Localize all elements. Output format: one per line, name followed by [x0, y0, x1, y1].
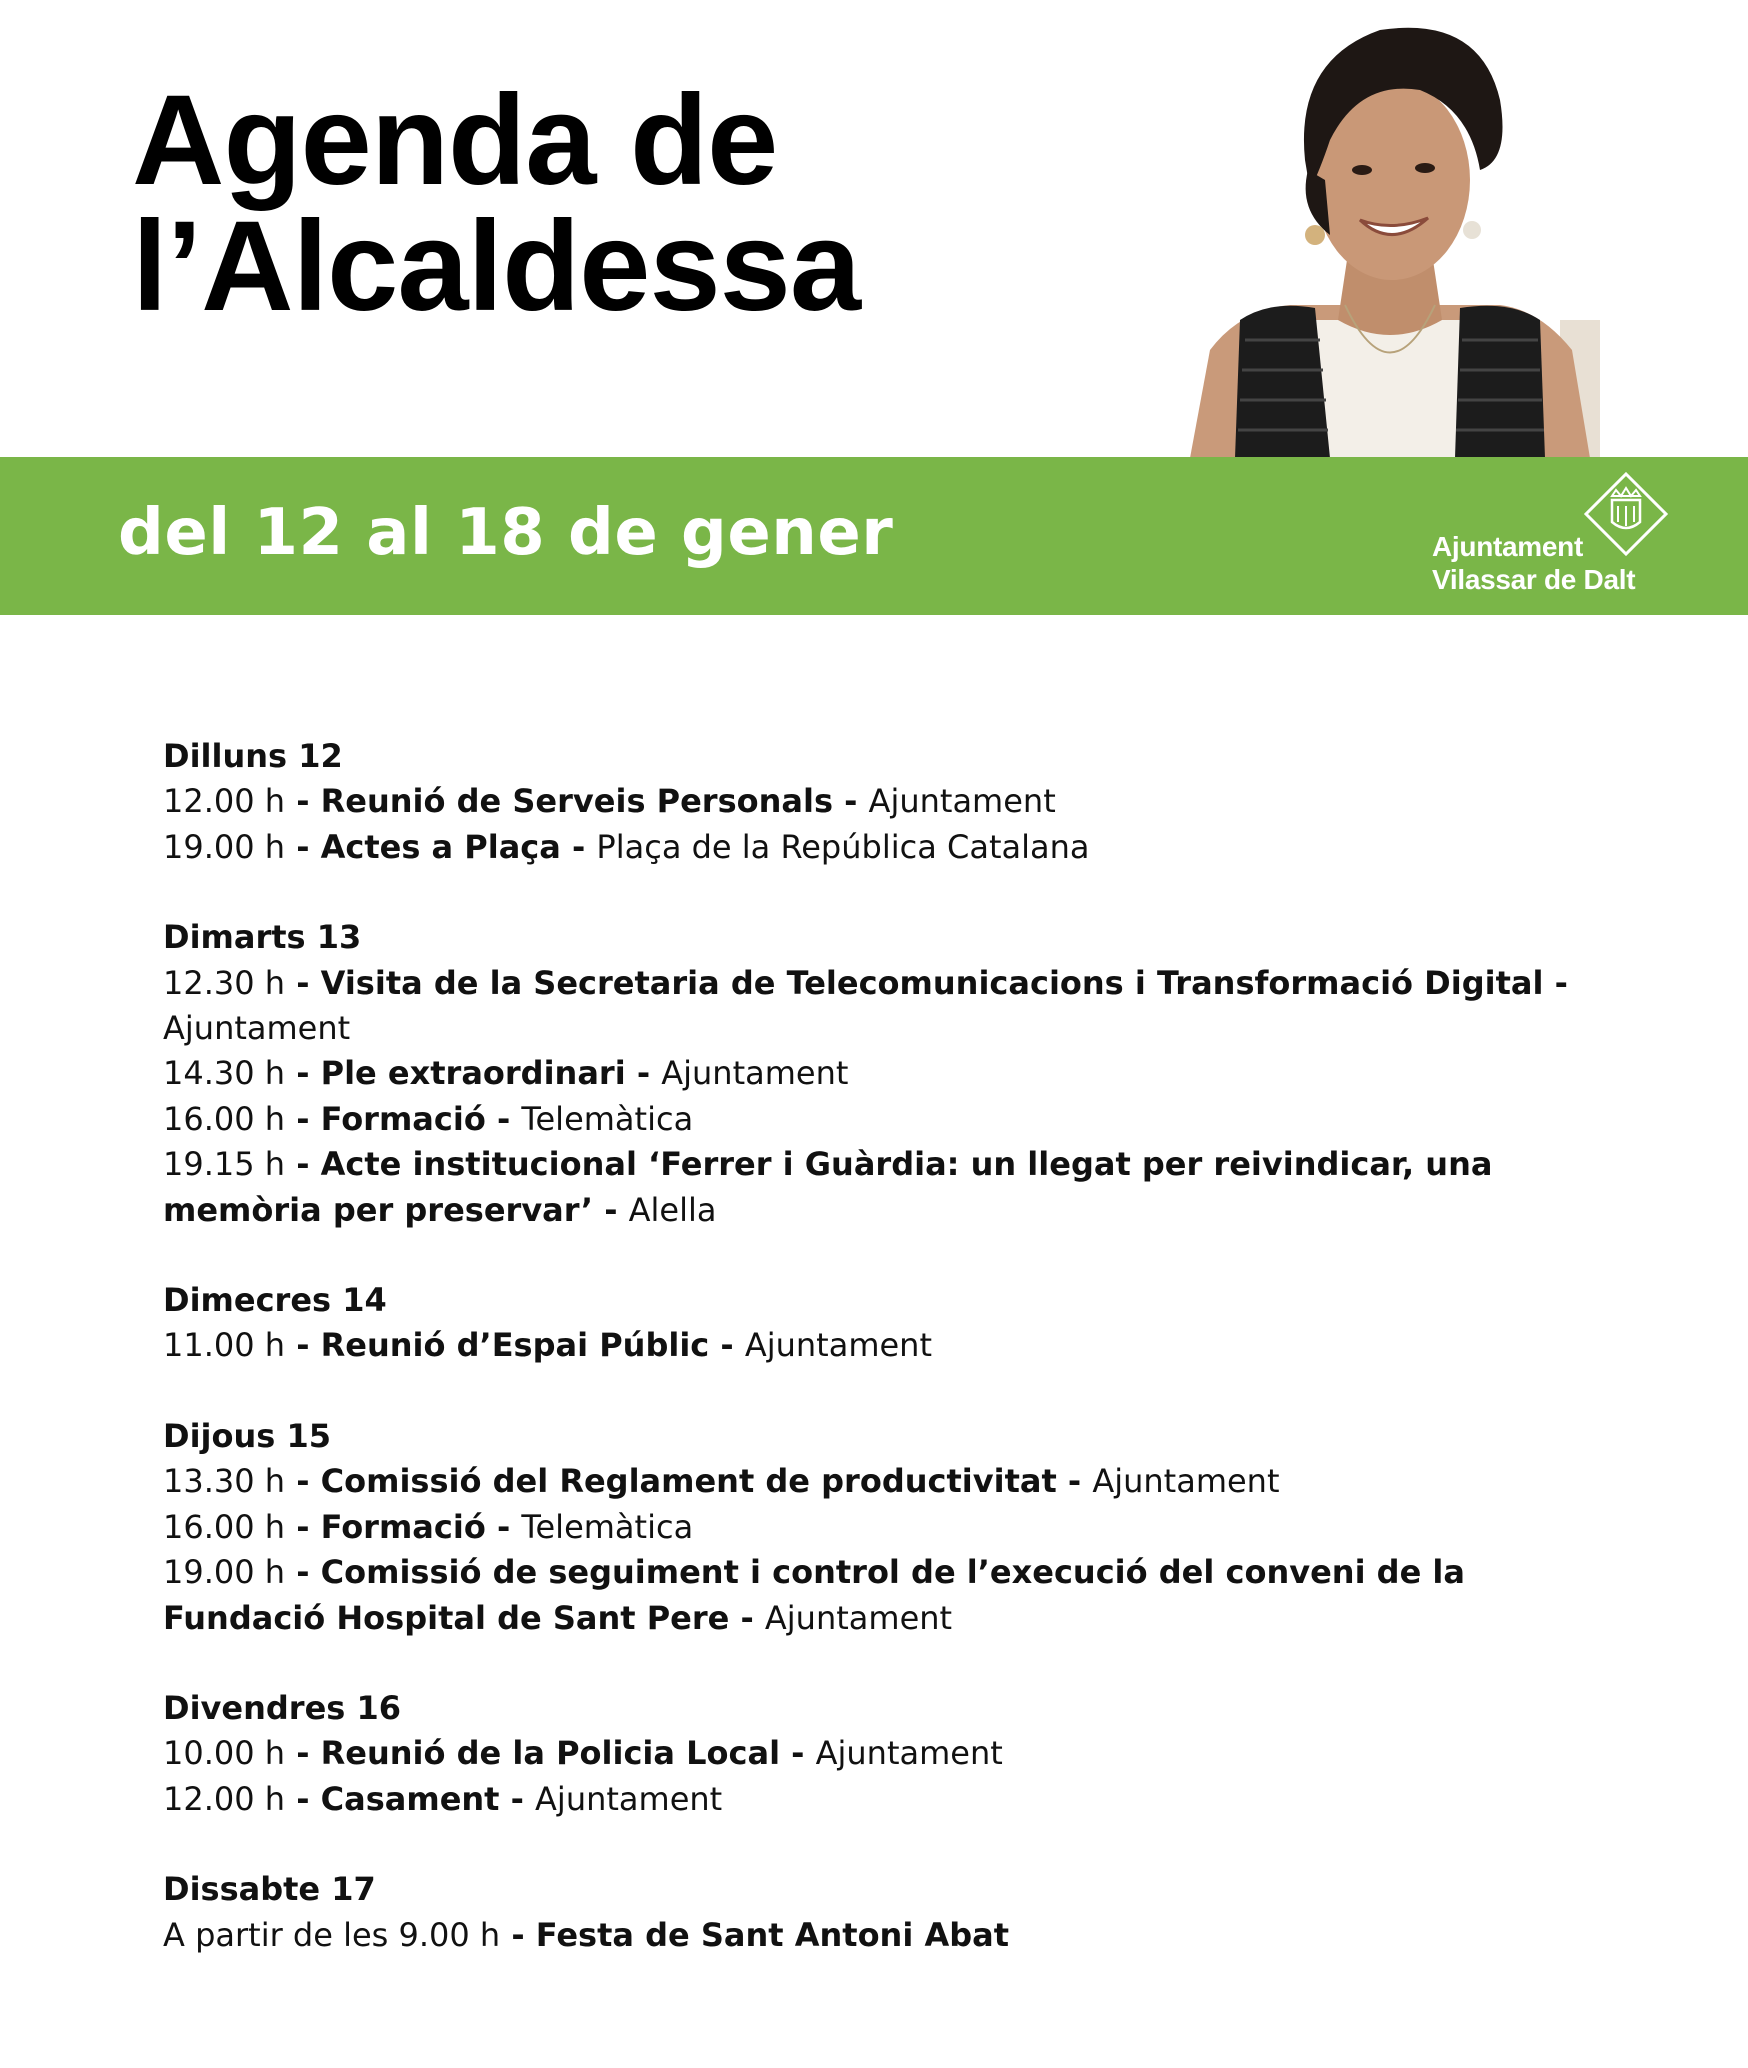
agenda-entry [163, 961, 1623, 1052]
entry-place: Telemàtica [521, 1099, 694, 1138]
entry-separator: - [285, 1507, 321, 1546]
entry-time: 19.15 h [163, 1145, 286, 1184]
entry-separator: - [285, 1734, 321, 1773]
entry-event: Visita de la Secretaria de Telecomunicacions i Transformació Digital [320, 963, 1544, 1002]
entry-time: 11.00 h [163, 1326, 286, 1365]
entry-separator: - [500, 1915, 536, 1954]
entry-place: Ajuntament [815, 1734, 1003, 1773]
agenda-entry [163, 1142, 1623, 1233]
agenda-day [163, 1867, 1623, 1958]
entry-event: Reunió de la Policia Local [320, 1734, 781, 1773]
entry-event: Formació [320, 1507, 486, 1546]
agenda-entry [163, 1097, 1623, 1142]
agenda-day [163, 1414, 1623, 1641]
agenda-entry [163, 1323, 1623, 1368]
agenda-entry [163, 779, 1623, 824]
entry-separator: - [485, 1507, 522, 1546]
municipality-logo [1432, 530, 1635, 596]
entry-separator: - [560, 827, 597, 866]
entry-event: Reunió d’Espai Públic [320, 1326, 710, 1365]
entry-separator: - [832, 782, 869, 821]
entry-place: Telemàtica [521, 1507, 694, 1546]
agenda-entry [163, 1505, 1623, 1550]
entry-event: Comissió de seguiment i control de l’execució del conveni de la Fundació Hospital de Sant Pere [163, 1553, 1465, 1637]
entry-event: Reunió de Serveis Personals [320, 782, 833, 821]
entry-separator: - [485, 1099, 522, 1138]
entry-separator: - [729, 1598, 765, 1637]
entry-time: 12.00 h [163, 1779, 286, 1818]
agenda-day [163, 1686, 1623, 1822]
entry-event: Acte institucional ‘Ferrer i Guàrdia: un llegat per reivindicar, una memòria per preservar’ [163, 1145, 1493, 1229]
agenda-list [163, 734, 1623, 2003]
entry-time: 14.30 h [163, 1054, 286, 1093]
agenda-entry [163, 1913, 1623, 1958]
entry-time: 16.00 h [163, 1099, 286, 1138]
day-heading: Dissabte 17 [163, 1870, 376, 1909]
entry-separator: - [285, 1326, 321, 1365]
day-heading: Dilluns 12 [163, 737, 343, 775]
day-heading: Dimarts 13 [163, 918, 362, 957]
entry-time: 12.30 h [163, 963, 286, 1002]
entry-time: 13.30 h [163, 1462, 286, 1501]
entry-event: Casament [320, 1779, 500, 1818]
entry-separator: - [285, 827, 321, 866]
entry-separator: - [285, 1779, 321, 1818]
entry-time: 16.00 h [163, 1507, 286, 1546]
entry-place: Ajuntament [535, 1779, 723, 1818]
day-heading: Dimecres 14 [163, 1281, 387, 1320]
agenda-day [163, 1278, 1623, 1369]
entry-separator: - [1056, 1462, 1093, 1501]
entry-separator: - [285, 1054, 321, 1093]
entry-place: Ajuntament [744, 1326, 932, 1365]
entry-time: 10.00 h [163, 1734, 286, 1773]
entry-separator: - [499, 1779, 536, 1818]
title-line-2: l’Alcaldessa [132, 195, 860, 338]
entry-time: 12.00 h [163, 782, 286, 821]
entry-place: Ajuntament [764, 1598, 953, 1637]
entry-separator: - [709, 1326, 745, 1365]
entry-separator: - [285, 1099, 321, 1138]
entry-separator: - [1543, 963, 1568, 1002]
agenda-entry [163, 825, 1623, 870]
day-heading: Divendres 16 [163, 1688, 401, 1727]
entry-separator: - [285, 1462, 321, 1501]
entry-event: Festa de Sant Antoni Abat [535, 1915, 1009, 1954]
agenda-day [163, 915, 1623, 1233]
logo-line-1: Ajuntament [1432, 531, 1584, 562]
entry-time: A partir de les 9.00 h [163, 1915, 501, 1954]
entry-place: Ajuntament [1092, 1462, 1280, 1501]
entry-event: Comissió del Reglament de productivitat [320, 1462, 1057, 1501]
title-line-1: Agenda de [132, 69, 778, 212]
agenda-entry [163, 1459, 1623, 1504]
mayor-portrait [1180, 20, 1600, 458]
entry-separator: - [285, 1145, 321, 1184]
entry-time: 19.00 h [163, 1553, 286, 1592]
entry-event: Actes a Plaça [320, 827, 561, 866]
entry-place: Ajuntament [661, 1054, 849, 1093]
entry-separator: - [285, 782, 321, 821]
entry-event: Ple extraordinari [320, 1054, 626, 1093]
day-heading: Dijous 15 [163, 1416, 331, 1455]
entry-separator: - [285, 963, 321, 1002]
entry-time: 19.00 h [163, 827, 286, 866]
agenda-entry [163, 1777, 1623, 1822]
entry-separator: - [285, 1553, 321, 1592]
entry-place: Plaça de la República Catalana [596, 827, 1090, 866]
entry-place: Ajuntament [868, 782, 1056, 821]
entry-place: Ajuntament [163, 1009, 351, 1048]
entry-place: Alella [628, 1190, 717, 1229]
entry-event: Formació [320, 1099, 486, 1138]
agenda-day [163, 734, 1623, 870]
agenda-entry [163, 1550, 1623, 1641]
entry-separator: - [593, 1190, 629, 1229]
entry-separator: - [625, 1054, 662, 1093]
page-title [132, 69, 860, 338]
agenda-entry [163, 1051, 1623, 1096]
logo-line-2: Vilassar de Dalt [1432, 564, 1636, 595]
entry-separator: - [780, 1734, 816, 1773]
week-range: del 12 al 18 de gener [118, 496, 894, 570]
agenda-entry [163, 1731, 1623, 1776]
